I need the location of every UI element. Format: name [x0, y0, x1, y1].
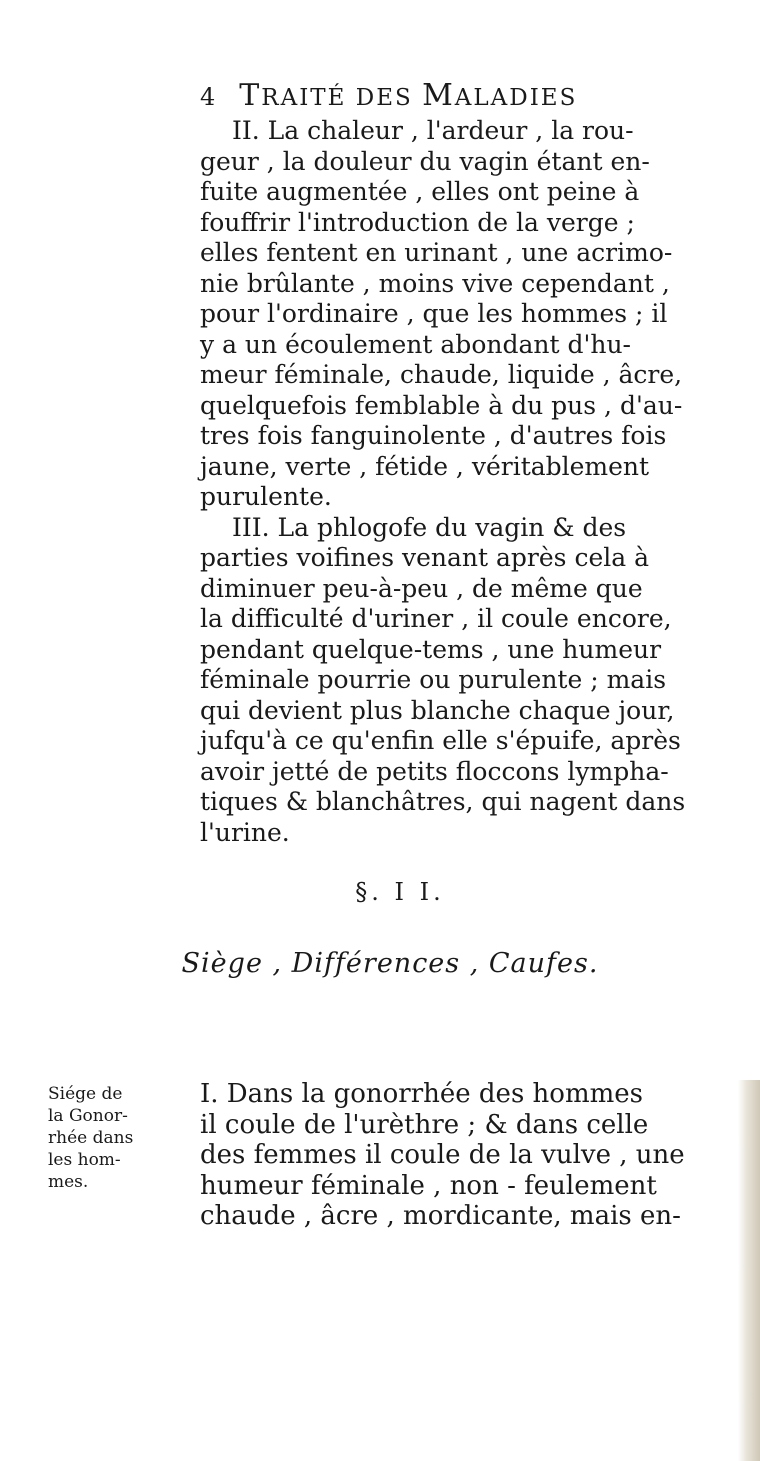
text-line: il coule de l'urèthre ; & dans celle [200, 1109, 649, 1140]
text-line: geur , la douleur du vagin étant en- [200, 146, 650, 176]
page-edge-shadow [738, 1080, 760, 1461]
margin-note-line: Siége de [48, 1084, 123, 1104]
section-title: Siège , Différences , Caufes. [181, 948, 599, 979]
margin-note-line: mes. [48, 1172, 89, 1192]
margin-note-line: rhée dans [48, 1128, 134, 1148]
text-line: nie brûlante , moins vive cependant , [200, 268, 670, 298]
text-line: pour l'ordinaire , que les hommes ; il [200, 299, 668, 328]
section-number: §. I I. [355, 878, 445, 906]
text-line: l'urine. [200, 817, 290, 847]
text-line: jufqu'à ce qu'enfin elle s'épuife, après [200, 726, 681, 755]
margin-note-line: les hom- [48, 1150, 121, 1170]
text-line: parties voifines venant après cela à [200, 543, 649, 572]
margin-note-line: la Gonor- [48, 1106, 128, 1126]
text-line: II. La chaleur , l'ardeur , la rou- [232, 116, 634, 145]
text-line: I. Dans la gonorrhée des hommes [200, 1079, 643, 1109]
text-line: meur féminale, chaude, liquide , âcre, [200, 360, 683, 389]
text-line: purulente. [200, 482, 332, 511]
header-title-initial-1: T [239, 78, 262, 113]
text-line: qui devient plus blanche chaque jour, [200, 695, 675, 725]
text-line: la difficulté d'uriner , il coule encore, [200, 604, 672, 633]
text-line: des femmes il coule de la vulve , une [200, 1140, 685, 1170]
text-line: III. La phlogofe du vagin & des [232, 512, 627, 542]
text-line: tiques & blanchâtres, qui nagent dans [200, 787, 686, 816]
body-text-block-2 [200, 1078, 740, 1231]
text-line: diminuer peu-à-peu , de même que [200, 573, 643, 603]
text-line: avoir jetté de petits floccons lympha- [200, 756, 669, 786]
text-line: pendant quelque-tems , une humeur [200, 634, 662, 664]
page-number: 4 [200, 83, 218, 111]
text-line: tres fois fanguinolente , d'autres fois [200, 421, 667, 450]
text-line: elles fentent en urinant , une acrimo- [200, 238, 673, 267]
body-text-block [200, 116, 740, 848]
text-line: fouffrir l'introduction de la verge ; [200, 207, 635, 237]
header-title-initial-2: M [422, 78, 455, 113]
header-title-rest-2: ALADIES [454, 85, 578, 111]
text-line: quelquefois femblable à du pus , d'au- [200, 390, 683, 420]
running-header [200, 78, 660, 113]
text-line: humeur féminale , non - feulement [200, 1170, 657, 1201]
text-line: jaune, verte , fétide , véritablement [200, 451, 650, 481]
text-line: y a un écoulement abondant d'hu- [200, 329, 631, 359]
text-line: fuite augmentée , elles ont peine à [200, 177, 640, 206]
text-line: féminale pourrie ou purulente ; mais [200, 665, 667, 694]
header-title-rest-1: RAITÉ DES [261, 85, 423, 111]
text-line: chaude , âcre , mordicante, mais en- [200, 1201, 681, 1231]
margin-note [48, 1083, 188, 1193]
